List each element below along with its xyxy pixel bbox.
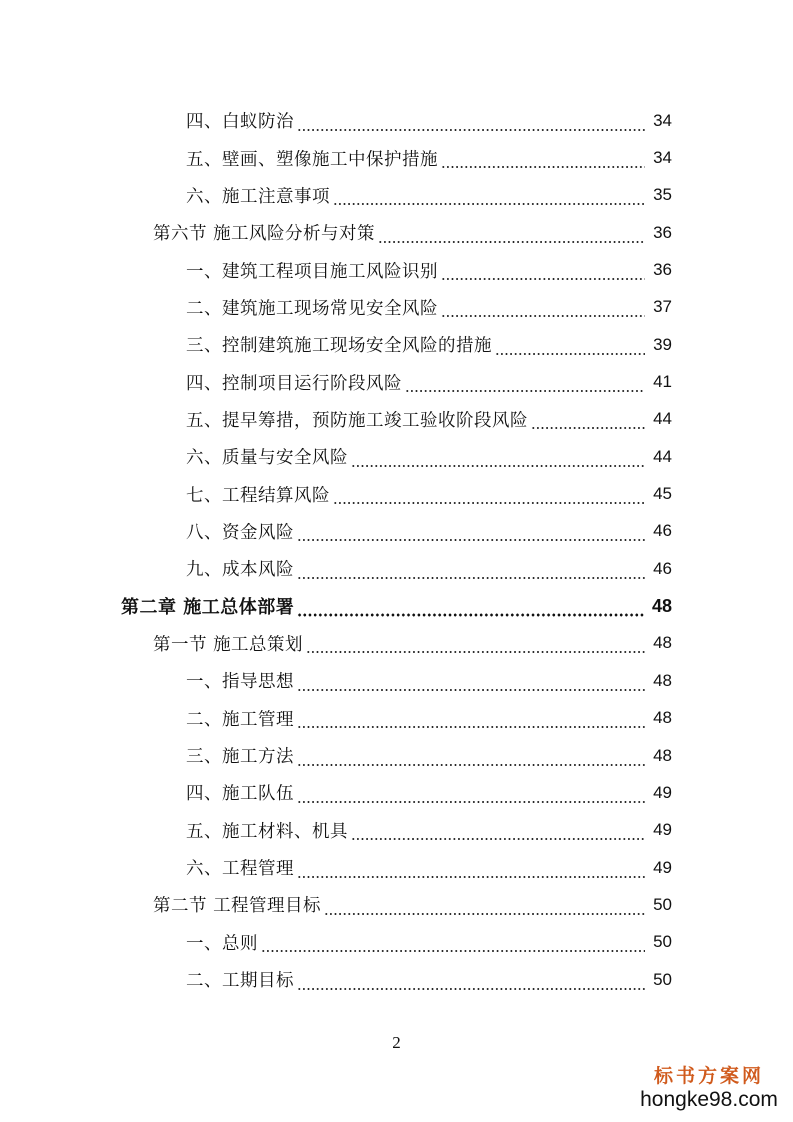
toc-entry[interactable] — [0, 326, 793, 363]
toc-dot-leader — [333, 188, 645, 206]
toc-entry[interactable] — [0, 924, 793, 961]
toc-entry-page: 46 — [653, 558, 672, 578]
toc-entry[interactable] — [0, 363, 793, 400]
watermark-url: hongke98.com — [640, 1088, 778, 1111]
toc-dot-leader — [378, 226, 645, 244]
watermark-logo — [639, 1064, 779, 1112]
toc-entry-page: 34 — [653, 148, 672, 168]
toc-entry-label: 六、施工注意事项 — [186, 186, 330, 207]
toc-entry-page: 50 — [653, 932, 672, 952]
toc-dot-leader — [261, 935, 645, 953]
toc-entry[interactable] — [0, 700, 793, 737]
toc-entry-page: 39 — [653, 334, 672, 354]
toc-dot-leader — [297, 114, 645, 132]
toc-dot-leader — [306, 636, 645, 654]
toc-entry-label: 第二章 施工总体部署 — [121, 597, 295, 619]
toc-entry-page: 46 — [653, 521, 672, 541]
toc-dot-leader — [351, 450, 645, 468]
toc-entry[interactable] — [0, 475, 793, 512]
toc-entry-label: 第六节 施工风险分析与对策 — [153, 224, 376, 245]
toc-entry-page: 48 — [653, 708, 672, 728]
toc-dot-leader — [531, 412, 645, 430]
toc-entry-label: 第二节 工程管理目标 — [153, 896, 322, 917]
toc-dot-leader — [324, 898, 645, 916]
toc-dot-leader — [297, 749, 645, 767]
toc-dot-leader — [495, 338, 645, 356]
toc-entry[interactable] — [0, 401, 793, 438]
toc-entry-label: 三、施工方法 — [186, 747, 294, 768]
toc-dot-leader — [297, 599, 645, 617]
toc-entry-label: 五、提早筹措，预防施工竣工验收阶段风险 — [186, 410, 528, 431]
toc-entry-label: 三、控制建筑施工现场安全风险的措施 — [186, 336, 492, 357]
toc-entry-page: 44 — [653, 446, 672, 466]
watermark-title: 标书方案网 — [653, 1065, 764, 1087]
toc-entry-page: 50 — [653, 969, 672, 989]
toc-entry-label: 一、指导思想 — [186, 672, 294, 693]
toc-entry[interactable] — [0, 587, 793, 624]
toc-dot-leader — [297, 711, 645, 729]
toc-entry-label: 七、工程结算风险 — [186, 485, 330, 506]
toc-dot-leader — [441, 263, 645, 281]
toc-entry[interactable] — [0, 737, 793, 774]
toc-entry-page: 45 — [653, 484, 672, 504]
toc-entry-page: 37 — [653, 297, 672, 317]
toc-entry-page: 48 — [653, 745, 672, 765]
toc-entry-label: 四、控制项目运行阶段风险 — [186, 373, 402, 394]
toc-entry-label: 第一节 施工总策划 — [153, 634, 304, 655]
page-number: 2 — [392, 1033, 401, 1052]
toc-entry-page: 34 — [653, 110, 672, 130]
toc-entry-page: 49 — [653, 857, 672, 877]
toc-entry[interactable] — [0, 812, 793, 849]
toc-dot-leader — [297, 861, 645, 879]
toc-entry[interactable] — [0, 177, 793, 214]
toc-entry-label: 四、施工队伍 — [186, 784, 294, 805]
toc-entry-label: 六、质量与安全风险 — [186, 448, 348, 469]
toc-entry-label: 四、白蚁防治 — [186, 112, 294, 133]
toc-entry-page: 50 — [653, 894, 672, 914]
toc-entry[interactable] — [0, 961, 793, 998]
toc-entry-label: 二、工期目标 — [186, 971, 294, 992]
toc-entry-page: 49 — [653, 782, 672, 802]
toc-entry[interactable] — [0, 214, 793, 251]
toc-entry[interactable] — [0, 550, 793, 587]
toc-dot-leader — [333, 487, 645, 505]
toc-dot-leader — [297, 973, 645, 991]
toc-entry-page: 41 — [653, 372, 672, 392]
table-of-contents — [0, 102, 793, 998]
toc-entry[interactable] — [0, 774, 793, 811]
toc-entry-page: 48 — [653, 670, 672, 690]
toc-entry-label: 二、建筑施工现场常见安全风险 — [186, 298, 438, 319]
toc-entry[interactable] — [0, 625, 793, 662]
toc-entry[interactable] — [0, 849, 793, 886]
toc-dot-leader — [351, 823, 645, 841]
toc-entry[interactable] — [0, 662, 793, 699]
toc-dot-leader — [297, 562, 645, 580]
toc-entry-label: 九、成本风险 — [186, 560, 294, 581]
toc-entry-page: 36 — [653, 222, 672, 242]
toc-entry-label: 一、总则 — [186, 933, 258, 954]
toc-entry-label: 一、建筑工程项目施工风险识别 — [186, 261, 438, 282]
toc-dot-leader — [441, 300, 645, 318]
toc-entry[interactable] — [0, 886, 793, 923]
toc-entry-page: 49 — [653, 820, 672, 840]
toc-dot-leader — [297, 674, 645, 692]
toc-entry-label: 五、施工材料、机具 — [186, 821, 348, 842]
toc-dot-leader — [405, 375, 645, 393]
toc-entry[interactable] — [0, 513, 793, 550]
toc-entry-page: 44 — [653, 409, 672, 429]
toc-entry-page: 48 — [651, 595, 672, 616]
toc-entry[interactable] — [0, 102, 793, 139]
toc-entry[interactable] — [0, 139, 793, 176]
toc-entry-page: 35 — [653, 185, 672, 205]
toc-entry-label: 八、资金风险 — [186, 522, 294, 543]
toc-entry[interactable] — [0, 438, 793, 475]
toc-entry[interactable] — [0, 289, 793, 326]
toc-dot-leader — [297, 786, 645, 804]
toc-dot-leader — [297, 524, 645, 542]
toc-entry-page: 48 — [653, 633, 672, 653]
toc-entry[interactable] — [0, 251, 793, 288]
toc-entry-label: 二、施工管理 — [186, 709, 294, 730]
toc-entry-label: 五、壁画、塑像施工中保护措施 — [186, 149, 438, 170]
toc-entry-page: 36 — [653, 260, 672, 280]
toc-dot-leader — [441, 151, 645, 169]
toc-entry-label: 六、工程管理 — [186, 859, 294, 880]
